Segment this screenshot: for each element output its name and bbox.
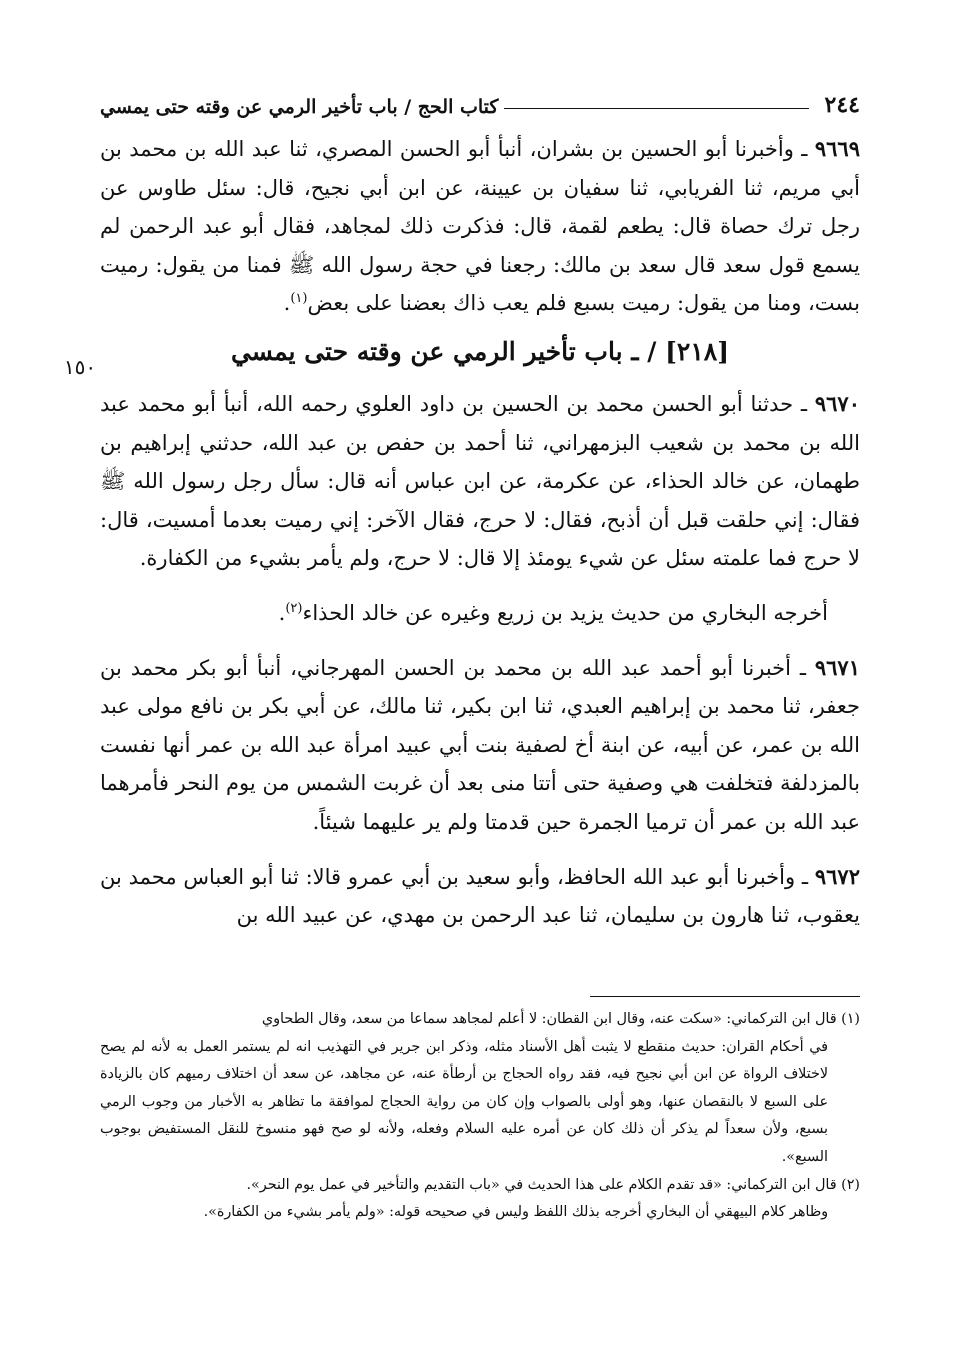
footnote-separator xyxy=(590,996,860,997)
margin-page-reference: ١٥٠ xyxy=(63,355,97,379)
footnote-2-first-line: (٢) قال ابن التركماني: «قد تقدم الكلام على هذا الحديث في «باب التقديم والتأخير في عمل يوم النحر». xyxy=(246,1176,860,1193)
note-text: أخرجه البخاري من حديث يزيد بن زريع وغيره عن خالد الحذاء xyxy=(302,600,828,625)
hadith-number: ٩٦٧١ xyxy=(814,654,860,680)
spacer xyxy=(100,578,860,594)
bukhari-note xyxy=(100,594,860,633)
hadith-text: ـ وأخبرنا أبو عبد الله الحافظ، وأبو سعيد بن أبي عمرو قالا: ثنا أبو العباس محمد بن يعقوب، ثنا هارون بن سليمان، ثنا عبد الرحمن بن مهدي، عن عبيد الله بن xyxy=(100,864,860,928)
footnotes xyxy=(100,1006,860,1227)
spacer xyxy=(100,842,860,858)
hadith-text: ـ حدثنا أبو الحسن محمد بن الحسين بن داود العلوي رحمه الله، أنبأ أبو محمد عبد الله بن محمد بن شعيب البزمهراني، ثنا أحمد بن حفص بن عبد الله، حدثني إبراهيم بن طهمان، عن خالد الحذاء، عن عكرمة، عن ابن عباس أنه قال: سأل رجل رسول الله ﷺ فقال: إني حلقت قبل أن أذبح، فقال: لا حرج، فقال الآخر: إني رميت بعدما أمسيت، قال: لا حرج فما علمته سئل عن شيء يومئذ إلا قال: لا حرج، ولم يأمر بشيء من الكفارة. xyxy=(100,391,860,571)
running-title: كتاب الحج / باب تأخير الرمي عن وقته حتى يمسي xyxy=(100,96,499,118)
footnote-1-first-line: (١) قال ابن التركماني: «سكت عنه، وقال ابن القطان: لا أعلم لمجاهد سماعا من سعد، وقال الطحاوي xyxy=(261,1011,860,1027)
header-rule xyxy=(504,108,808,109)
footnote-marker: (١) xyxy=(290,291,308,307)
page-number: ٢٤٤ xyxy=(824,92,860,118)
main-text xyxy=(100,130,860,935)
hadith-end: . xyxy=(283,291,291,316)
hadith-9670 xyxy=(100,385,860,578)
hadith-text: ـ أخبرنا أبو أحمد عبد الله بن محمد بن الحسن المهرجاني، أنبأ أبو بكر محمد بن جعفر، ثنا محمد بن إبراهيم العبدي، ثنا ابن بكير، ثنا مالك، عن أبي بكر بن نافع مولى عبد الله بن عمر، عن أبيه، عن ابنة أخ لصفية بنت أبي عبيد امرأة عبد الله بن عمر أنها نفست بالمزدلفة فتخلفت هي وصفية حتى أتتا منى بعد أن غربت الشمس من يوم النحر فأمرهما عبد الله بن عمر أن ترميا الجمرة حين قدمتا ولم ير عليهما شيئاً. xyxy=(100,655,860,834)
hadith-9671 xyxy=(100,649,860,842)
hadith-number: ٩٦٧٢ xyxy=(814,863,860,889)
hadith-number: ٩٦٧٠ xyxy=(814,390,860,416)
hadith-9672 xyxy=(100,858,860,935)
hadith-number: ٩٦٦٩ xyxy=(814,136,860,161)
hadith-9669 xyxy=(100,130,860,323)
footnote-marker: (٢) xyxy=(285,600,303,616)
spacer xyxy=(100,633,860,649)
running-header xyxy=(100,84,860,118)
hadith-text: ـ وأخبرنا أبو الحسين بن بشران، أنبأ أبو الحسن المصري، ثنا عبد الله بن محمد بن أبي مريم، ثنا الفريابي، ثنا سفيان بن عيينة، عن ابن أبي نجيح، قال: سئل طاوس عن رجل ترك حصاة قال: يطعم لقمة، قال: فذكرت ذلك لمجاهد، فقال أبو عبد الرحمن لم يسمع قول سعد قال سعد بن مالك: رجعنا في حجة رسول الله ﷺ فمنا من يقول: رميت بست، ومنا من يقول: رميت بسبع فلم يعب ذاك بعضنا على بعض xyxy=(100,137,860,316)
chapter-heading: [٢١٨] / ـ باب تأخير الرمي عن وقته حتى يمسي xyxy=(230,336,730,366)
footnote-1-body: في أحكام القران: حديث منقطع لا يثبت أهل الأسناد مثله، وذكر ابن جرير في التهذيب انه لم يستمر العمل به لأنه لم يصح لاختلاف الرواة عن ابن أبي نجيح فيه، فقد رواه الحجاج بن أرطأة عنه، عن مجاهد، عن سعد أن اختلاف رميهم كان بالزيادة على السبع لا بالنقصان عنها، وهو أولى بالصواب وإن كان من رواية الحجاج لموافقة ما تظاهر به الأخبار من وجوب الرمي بسبع، ولأن سعداً لم يذكر أن ذلك كان عن أمره عليه السلام وفعله، ولأنه لو صح فهو منسوخ للنقل المستفيض بوجوب السبع». xyxy=(100,1038,828,1165)
footnote-2-body: وظاهر كلام البيهقي أن البخاري أخرجه بذلك اللفظ وليس في صحيحه قوله: «ولم يأمر بشيء من الكفارة». xyxy=(203,1204,828,1221)
note-end: . xyxy=(278,600,286,625)
